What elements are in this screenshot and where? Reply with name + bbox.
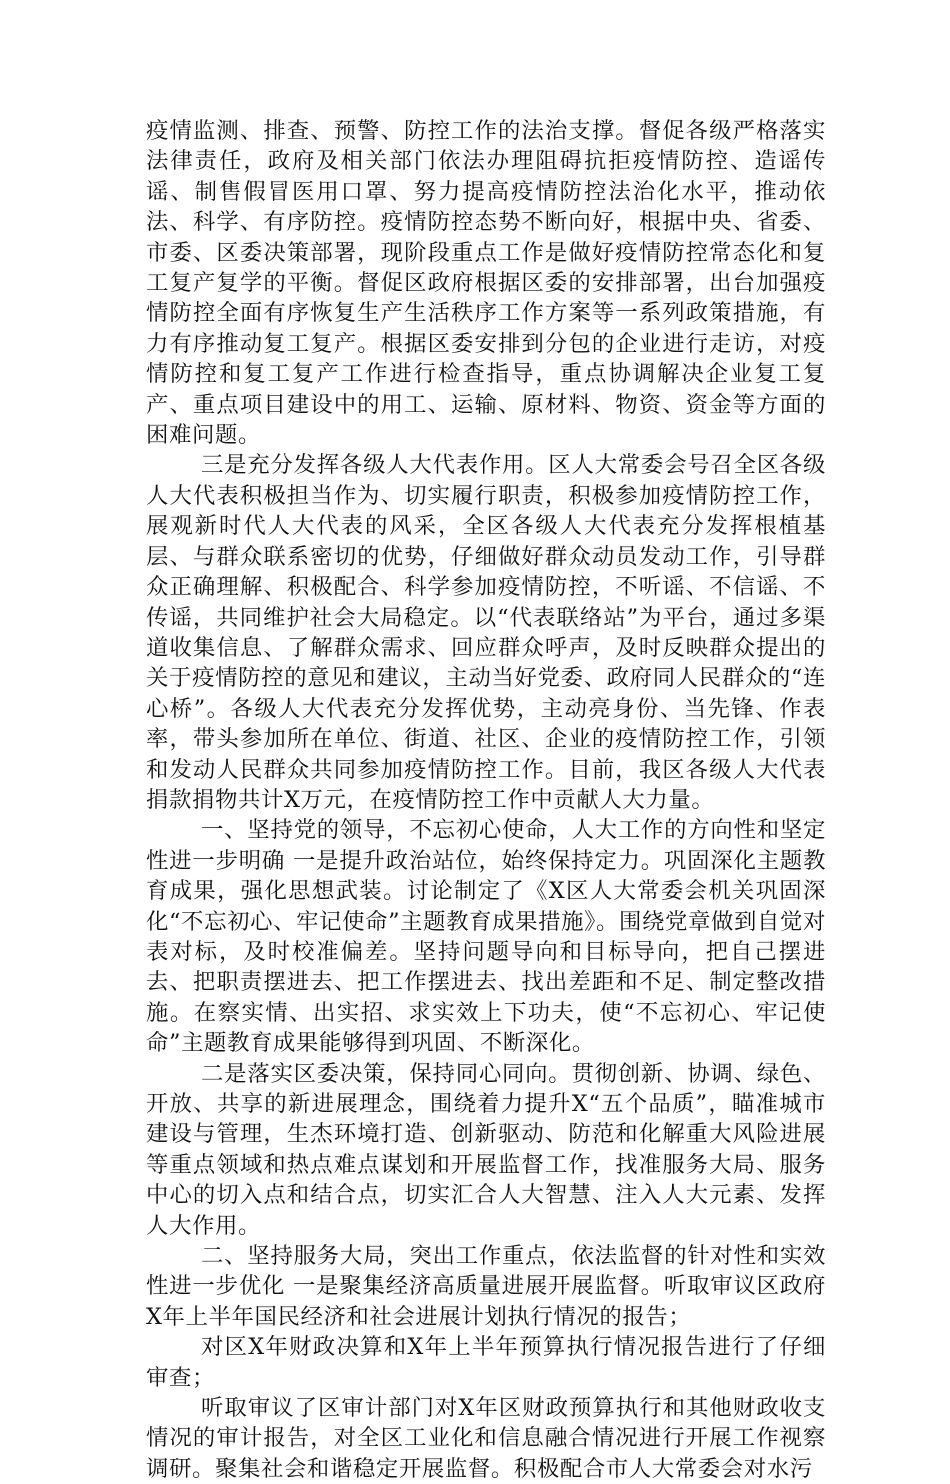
paragraph-1: 疫情监测、排查、预警、防控工作的法治支撑。督促各级严格落实法律责任，政府及相关部门依法办理阻碍抗拒疫情防控、造谣传谣、制售假冒医用口罩、努力提高疫情防控法治化水平，推动依法、科学、有序防控。疫情防控态势不断向好，根据中央、省委、市委、区委决策部署，现阶段重点工作是做好疫情防控常态化和复工复产复学的平衡。督促区政府根据区委的安排部署，出台加强疫情防控全面有序恢复生产生活秩序工作方案等一系列政策措施，有力有序推动复工复产。根据区委安排到分包的企业进行走访，对疫情防控和复工复产工作进行检查指导，重点协调解决企业复工复产、重点项目建设中的用工、运输、原材料、物资、资金等方面的困难问题。: [146, 118, 826, 449]
paragraph-5: 二、坚持服务大局，突出工作重点，依法监督的针对性和实效性进一步优化 一是聚集经济高质量进展开展监督。听取审议区政府X年上半年国民经济和社会进展计划执行情况的报告；: [146, 1243, 826, 1330]
paragraph-6: 对区X年财政决算和X年上半年预算执行情况报告进行了仔细审查；: [146, 1334, 826, 1391]
document-page: [146, 116, 826, 1484]
paragraph-7: 听取审议了区审计部门对X年区财政预算执行和其他财政收支情况的审计报告，对全区工业化和信息融合情况进行开展工作视察调研。聚集社会和谐稳定开展监督。积极配合市人大常委会对水污: [146, 1395, 826, 1482]
paragraph-3: 一、坚持党的领导，不忘初心使命，人大工作的方向性和坚定性进一步明确 一是提升政治站位，始终保持定力。巩固深化主题教育成果，强化思想武装。讨论制定了《X区人大常委会机关巩固深化“不忘初心、牢记使命”主题教育成果措施》。围绕党章做到自觉对表对标，及时校准偏差。坚持问题导向和目标导向，把自己摆进去、把职责摆进去、把工作摆进去、找出差距和不足、制定整改措施。在察实情、出实招、求实效上下功夫，使“不忘初心、牢记使命”主题教育成果能够得到巩固、不断深化。: [146, 817, 826, 1057]
paragraph-4: 二是落实区委决策，保持同心同向。贯彻创新、协调、绿色、开放、共享的新进展理念，围绕着力提升X“五个品质”，瞄准城市建设与管理，生杰环境打造、创新驱动、防范和化解重大风险进展等重点领域和热点难点谋划和开展监督工作，找准服务大局、服务中心的切入点和结合点，切实汇合人大智慧、注入人大元素、发挥人大作用。: [146, 1060, 826, 1239]
paragraph-2: 三是充分发挥各级人大代表作用。区人大常委会号召全区各级人大代表积极担当作为、切实履行职责，积极参加疫情防控工作，展观新时代人大代表的风采，全区各级人大代表充分发挥根植基层、与群众联系密切的优势，仔细做好群众动员发动工作，引导群众正确理解、积极配合、科学参加疫情防控，不听谣、不信谣、不传谣，共同维护社会大局稳定。以“代表联络站”为平台，通过多渠道收集信息、了解群众需求、回应群众呼声，及时反映群众提出的关于疫情防控的意见和建议，主动当好党委、政府同人民群众的“连心桥”。各级人大代表充分发挥优势，主动亮身份、当先锋、作表率，带头参加所在单位、街道、社区、企业的疫情防控工作，引领和发动人民群众共同参加疫情防控工作。目前，我区各级人大代表捐款捐物共计X万元，在疫情防控工作中贡献人大力量。: [146, 452, 826, 813]
